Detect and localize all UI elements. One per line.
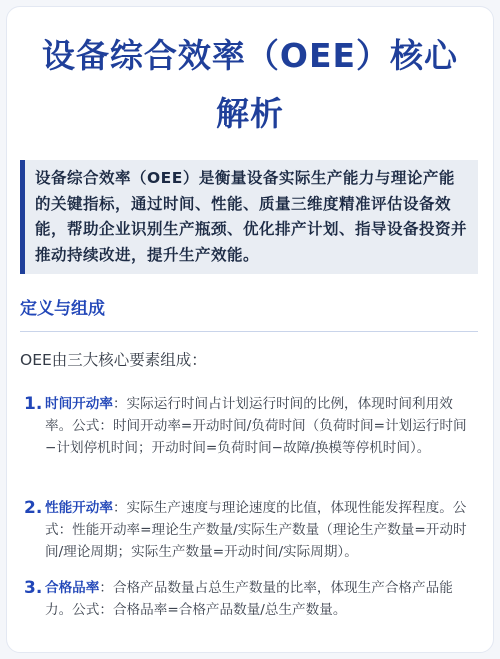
list-item-term: 合格品率 (45, 580, 100, 596)
list-item-term: 时间开动率 (45, 396, 113, 412)
section-divider (20, 331, 478, 332)
list-item-text: ：实际生产速度与理论速度的比值，体现性能发挥程度。公式：性能开动率=理论生产数量/实际生产数量（理论生产数量=开动时间/理论周期；实际生产数量=开动时间/实际周期）。 (45, 500, 467, 560)
section-header (20, 296, 478, 322)
list-item-text: ：合格产品数量占总生产数量的比率，体现生产合格产品能力。公式：合格品率=合格产品数量/总生产数量。 (45, 580, 453, 618)
list-item-body (45, 577, 475, 621)
summary-box (20, 160, 478, 274)
summary-text: 设备综合效率（OEE）是衡量设备实际生产能力与理论产能的关键指标，通过时间、性能、质量三维度精准评估设备效能，帮助企业识别生产瓶颈、优化排产计划、指导设备投资并推动持续改进，提升生产效能。 (35, 169, 468, 264)
list-item-body (45, 393, 475, 459)
section-heading: 定义与组成 (20, 299, 105, 319)
list-item-number: 2. (24, 498, 43, 518)
page-title-line-2: 解析 (216, 94, 284, 133)
section-intro: OEE由三大核心要素组成： (20, 351, 207, 369)
list-item-text: ：实际运行时间占计划运行时间的比例，体现时间利用效率。公式：时间开动率=开动时间/负荷时间（负荷时间=计划运行时间−计划停机时间；开动时间=负荷时间−故障/换模等停机时间）。 (45, 396, 467, 456)
page-title-line-1: 设备综合效率（OEE）核心 (41, 36, 459, 75)
list-item-number: 1. (24, 394, 43, 414)
list-item-term: 性能开动率 (45, 500, 113, 516)
list-item-body (45, 497, 475, 563)
list-item-number: 3. (24, 578, 43, 598)
